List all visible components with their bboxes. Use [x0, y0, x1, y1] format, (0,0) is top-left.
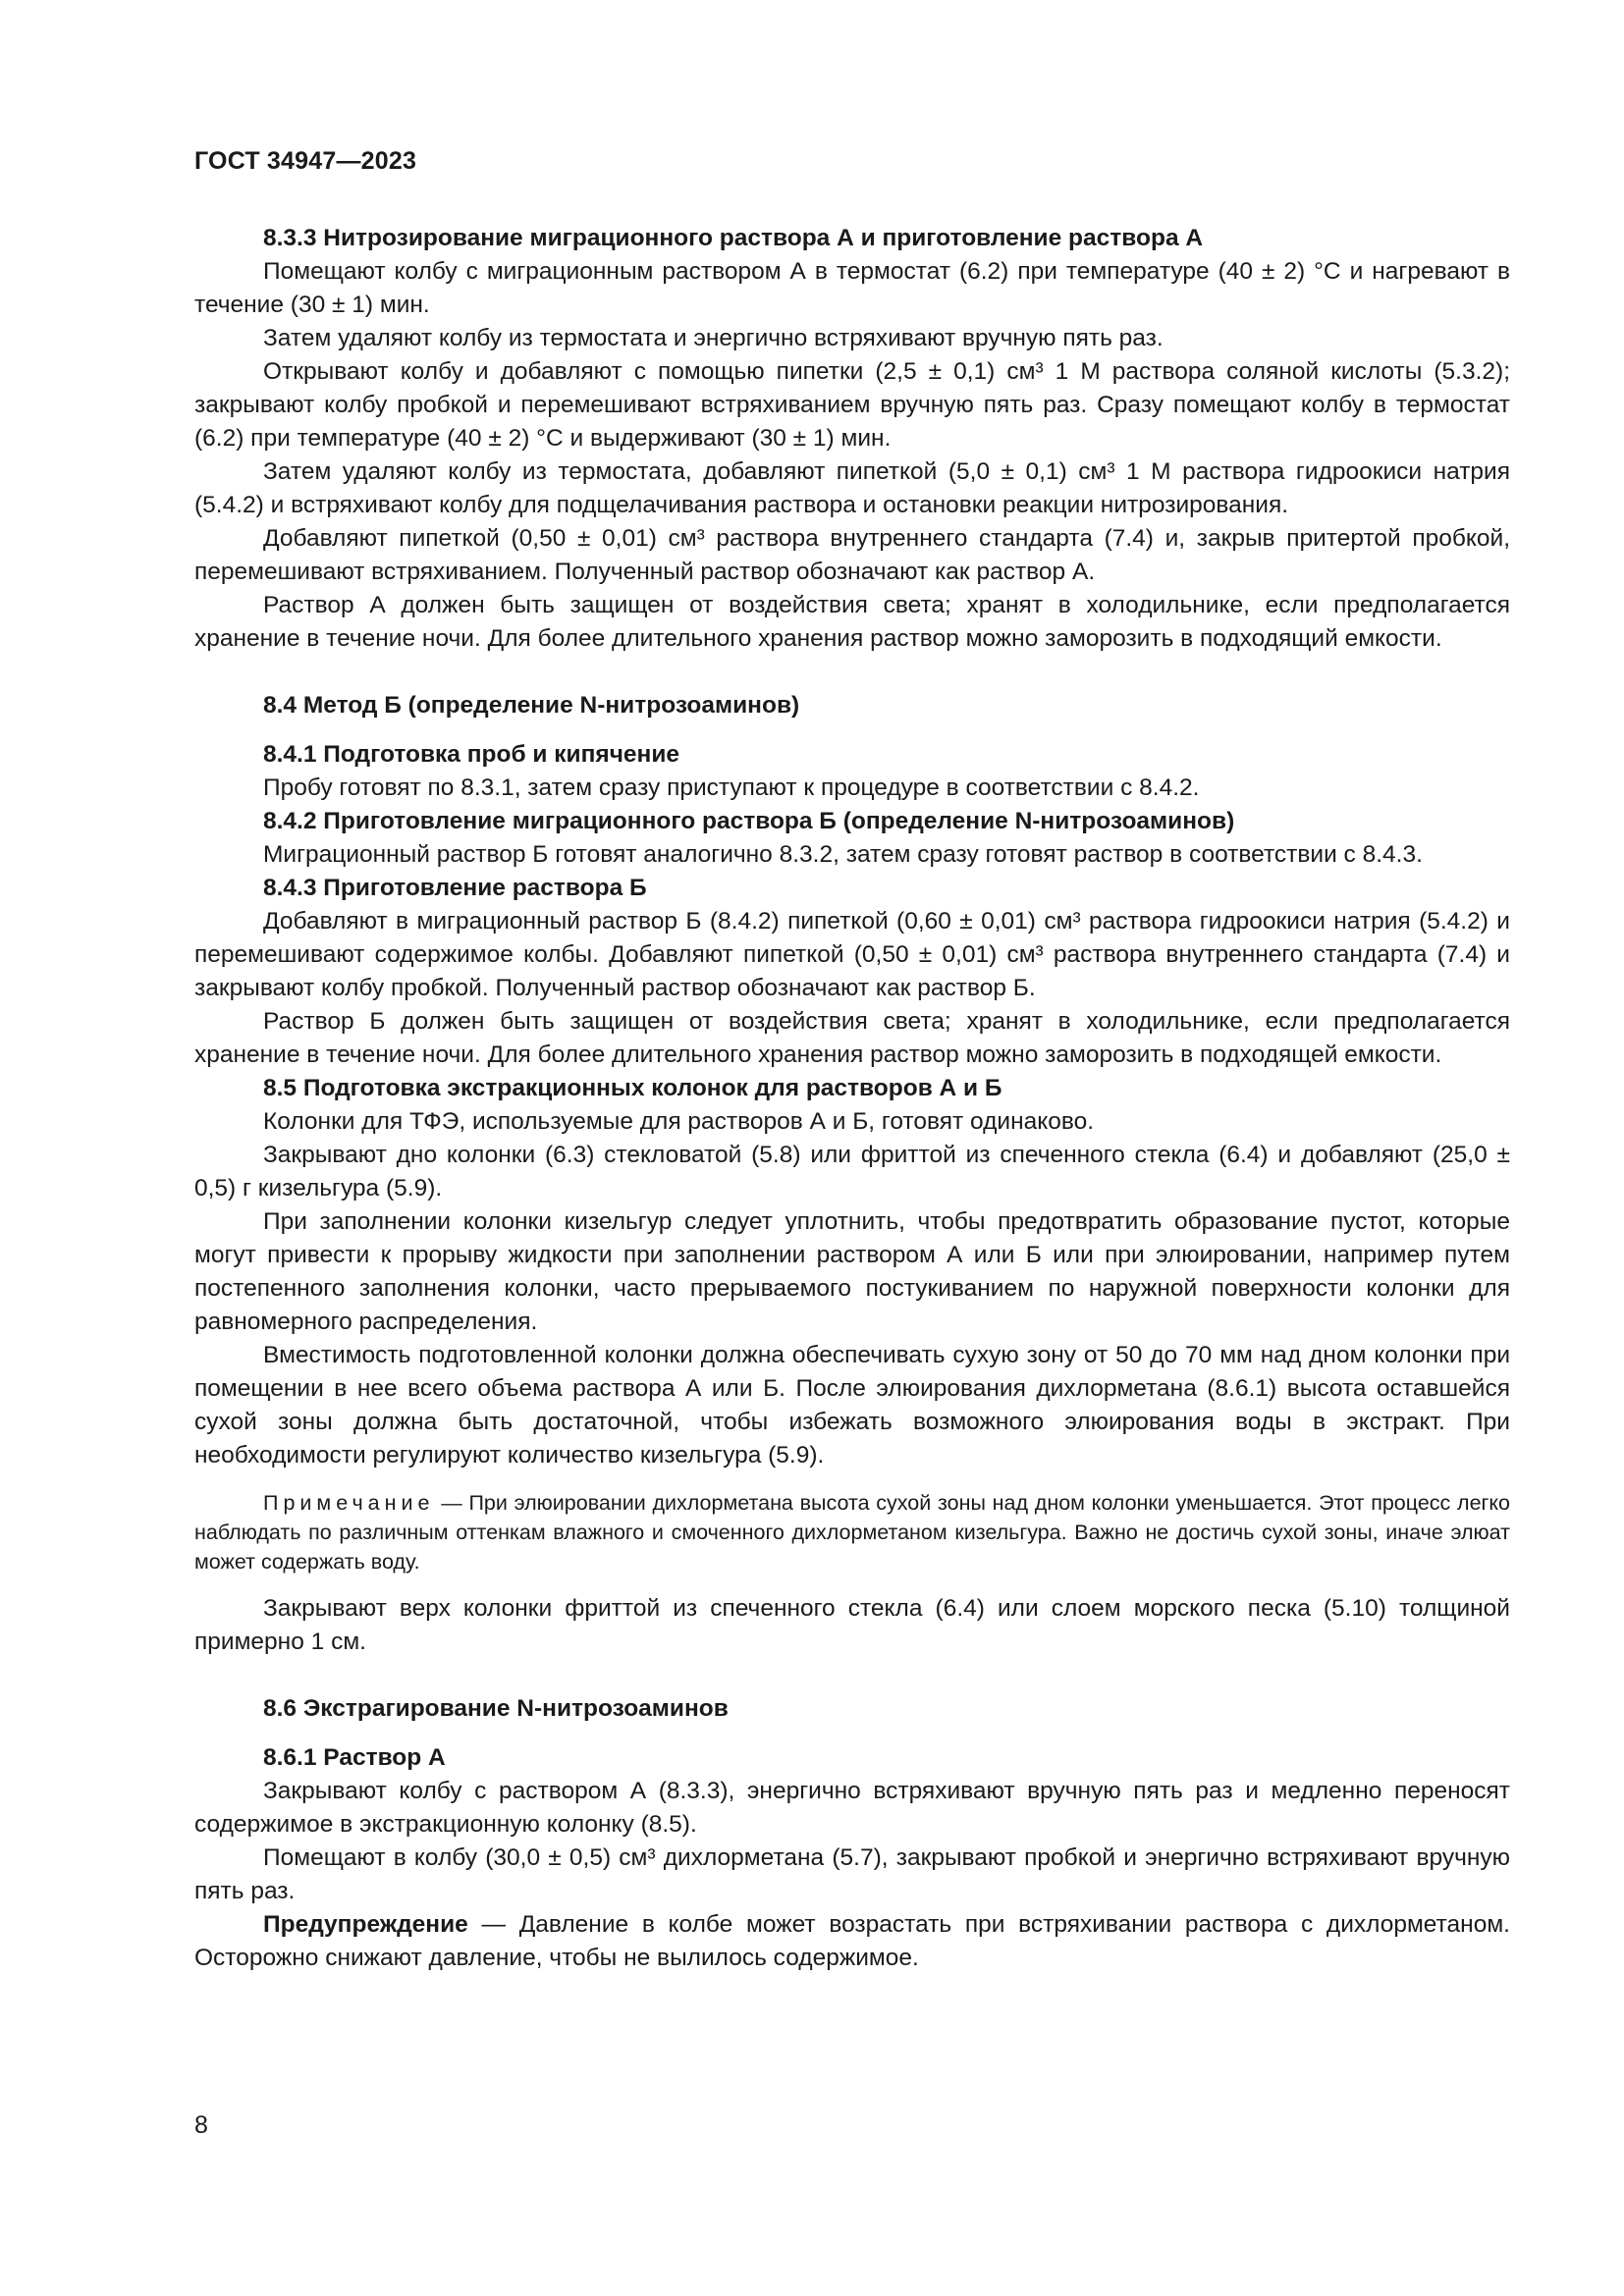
- section-heading-8-4: 8.4 Метод Б (определение N-нитрозоаминов): [263, 692, 800, 719]
- note-text: — При элюировании дихлорметана высота сухой зоны над дном колонки уменьшается. Этот процесс легко наблюдать по различным оттенкам влажного и смоченного дихлорметаном кизельгура. Важно не достичь сухой зоны, иначе элюат может содержать воду.: [194, 1491, 1510, 1574]
- section-heading-8-6: 8.6 Экстрагирование N-нитрозоаминов: [263, 1695, 729, 1722]
- section-heading-8-4-2: 8.4.2 Приготовление миграционного раствора Б (определение N-нитрозоаминов): [263, 808, 1235, 834]
- section-heading-8-6-1: 8.6.1 Раствор А: [263, 1744, 446, 1771]
- paragraph: Колонки для ТФЭ, используемые для растворов А и Б, готовят одинаково.: [263, 1108, 1095, 1135]
- paragraph: Открывают колбу и добавляют с помощью пипетки (2,5 ± 0,1) см³ 1 М раствора соляной кислоты (5.3.2); закрывают колбу пробкой и перемешивают встряхиванием вручную пять раз. Сразу помещают колбу в термостат (6.2) при температуре (40 ± 2) °С и выдерживают (30 ± 1) мин.: [194, 358, 1510, 452]
- paragraph: Раствор А должен быть защищен от воздействия света; хранят в холодильнике, если предполагается хранение в течение ночи. Для более длительного хранения раствор можно заморозить в подходящий емкости.: [194, 592, 1510, 652]
- paragraph: Миграционный раствор Б готовят аналогично 8.3.2, затем сразу готовят раствор в соответствии с 8.4.3.: [263, 841, 1423, 868]
- warning-label: Предупреждение: [263, 1911, 468, 1938]
- paragraph: Добавляют пипеткой (0,50 ± 0,01) см³ раствора внутреннего стандарта (7.4) и, закрыв притертой пробкой, перемешивают встряхиванием. Полученный раствор обозначают как раствор А.: [194, 525, 1510, 585]
- paragraph: Раствор Б должен быть защищен от воздействия света; хранят в холодильнике, если предполагается хранение в течение ночи. Для более длительного хранения раствор можно заморозить в подходящей емкости.: [194, 1008, 1510, 1068]
- section-heading-8-4-1: 8.4.1 Подготовка проб и кипячение: [263, 741, 680, 768]
- section-heading-8-4-3: 8.4.3 Приготовление раствора Б: [263, 875, 647, 901]
- warning: [194, 1908, 1510, 1975]
- paragraph: Помещают колбу с миграционным раствором А в термостат (6.2) при температуре (40 ± 2) °С и нагревают в течение (30 ± 1) мин.: [194, 258, 1510, 318]
- paragraph: Добавляют в миграционный раствор Б (8.4.2) пипеткой (0,60 ± 0,01) см³ раствора гидроокиси натрия (5.4.2) и перемешивают содержимое колбы. Добавляют пипеткой (0,50 ± 0,01) см³ раствора внутреннего стандарта (7.4) и закрывают колбу пробкой. Полученный раствор обозначают как раствор Б.: [194, 908, 1510, 1001]
- note: [194, 1488, 1510, 1576]
- page-number: 8: [194, 2111, 208, 2139]
- paragraph: Закрывают колбу с раствором А (8.3.3), энергично встряхивают вручную пять раз и медленно переносят содержимое в экстракционную колонку (8.5).: [194, 1778, 1510, 1838]
- paragraph: Пробу готовят по 8.3.1, затем сразу приступают к процедуре в соответствии с 8.4.2.: [263, 774, 1200, 801]
- paragraph: Закрывают верх колонки фриттой из спеченного стекла (6.4) или слоем морского песка (5.10) толщиной примерно 1 см.: [194, 1595, 1510, 1655]
- section-heading-8-3-3: 8.3.3 Нитрозирование миграционного раствора А и приготовление раствора А: [263, 225, 1204, 251]
- paragraph: Закрывают дно колонки (6.3) стекловатой (5.8) или фриттой из спеченного стекла (6.4) и добавляют (25,0 ± 0,5) г кизельгура (5.9).: [194, 1142, 1510, 1201]
- section-heading-8-5: 8.5 Подготовка экстракционных колонок для растворов А и Б: [263, 1075, 1002, 1101]
- document-code-header: ГОСТ 34947—2023: [194, 147, 417, 175]
- paragraph: Помещают в колбу (30,0 ± 0,5) см³ дихлорметана (5.7), закрывают пробкой и энергично встряхивают вручную пять раз.: [194, 1844, 1510, 1904]
- paragraph: Вместимость подготовленной колонки должна обеспечивать сухую зону от 50 до 70 мм над дном колонки при помещении в нее всего объема раствора А или Б. После элюирования дихлорметана (8.6.1) высота оставшейся сухой зоны должна быть достаточной, чтобы избежать возможного элюирования воды в экстракт. При необходимости регулируют количество кизельгура (5.9).: [194, 1342, 1510, 1468]
- paragraph: Затем удаляют колбу из термостата и энергично встряхивают вручную пять раз.: [263, 325, 1164, 351]
- paragraph: При заполнении колонки кизельгур следует уплотнить, чтобы предотвратить образование пустот, которые могут привести к прорыву жидкости при заполнении раствором А или Б или при элюировании, например путем постепенного заполнения колонки, часто прерываемого постукиванием по наружной поверхности колонки для равномерного распределения.: [194, 1208, 1510, 1335]
- note-label: Примечание: [263, 1491, 435, 1515]
- paragraph: Затем удаляют колбу из термостата, добавляют пипеткой (5,0 ± 0,1) см³ 1 М раствора гидроокиси натрия (5.4.2) и встряхивают колбу для подщелачивания раствора и остановки реакции нитрозирования.: [194, 458, 1510, 518]
- warning-text: — Давление в колбе может возрастать при встряхивании раствора с дихлорметаном. Осторожно снижают давление, чтобы не вылилось содержимое.: [194, 1911, 1510, 1971]
- page-body: [194, 222, 1510, 1975]
